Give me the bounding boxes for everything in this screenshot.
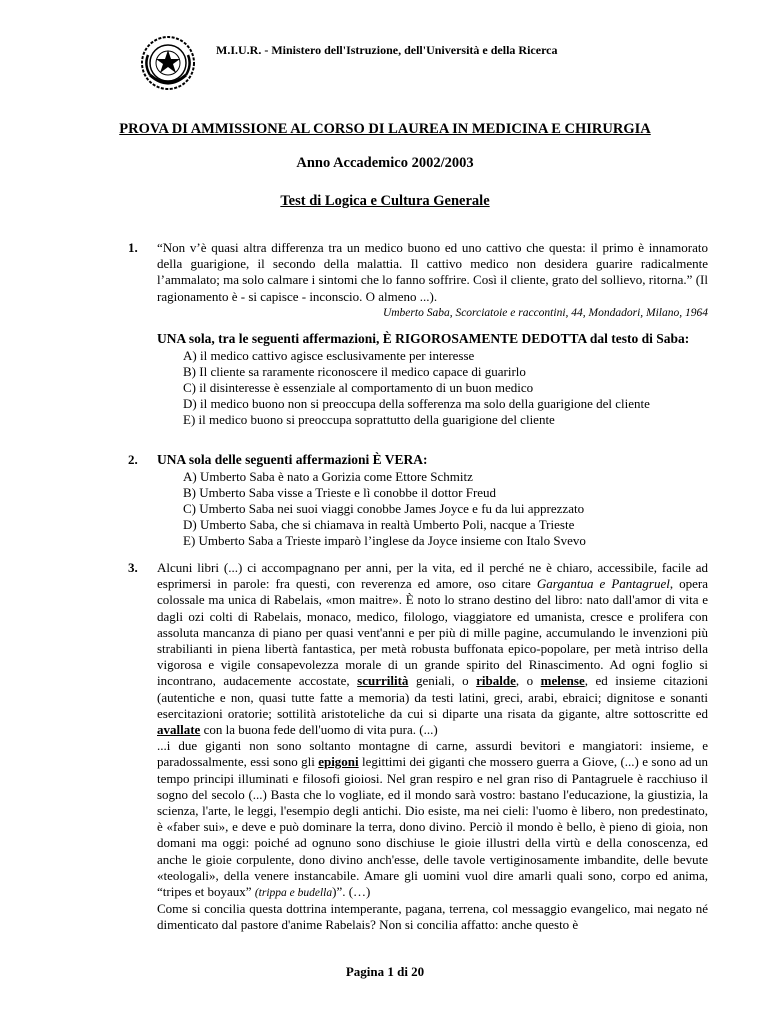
- ministry-name: M.I.U.R. - Ministero dell'Istruzione, dell'Università e della Ricerca: [216, 43, 558, 57]
- answer-option-b[interactable]: B) Umberto Saba visse a Trieste e lì conobbe il dottor Freud: [183, 484, 497, 500]
- question-quote: “Non v’è quasi altra differenza tra un medico buono ed uno cattivo che questa: il primo è innamorato della guarigione, il secondo della malattia. Il cattivo medico non desidera guarire radicalmente l’ammalato; ma solo calmare i sintomi che lo fanno soffrire. Così il cliente, grato del sollievo, ritorna.” (Il ragionamento è - si capisce - inconscio. O almeno ...).: [157, 240, 708, 304]
- answer-option-d[interactable]: D) il medico buono non si preoccupa della sofferenza ma solo della guarigione del cliente: [183, 396, 650, 412]
- answer-options: [157, 469, 708, 550]
- question-number: 3.: [128, 560, 138, 575]
- question-number: 1.: [128, 240, 138, 255]
- question-passage: [157, 560, 708, 934]
- answer-option-d[interactable]: D) Umberto Saba, che si chiamava in realtà Umberto Poli, nacque a Trieste: [183, 517, 575, 533]
- passage-paragraph-2: ...i due giganti non sono soltanto montagne di carne, assurdi bevitori e mangiatori: insieme, e paradossalmente, essi sono gli epigoni legittimi dei giganti che mossero guerra a Giove, (...) e sono ad un tempo principi illuminati e filosofi gioiosi. Nel gran respiro e nel gran riso di Pantagruele è racchiuso il sogno del secolo (...) Basta che lo vogliate, ed il mondo sarà vostro: bastano l'educazione, la giustizia, la scienza, l'arte, le leggi, l'esempio degli antichi. Dio esiste, ma nei cieli: l'uomo è libero, non predestinato, è «faber sui», e deve e può dominare la terra, dono divino. Perciò il mondo è bello, è pieno di gioia, non domani ma oggi: poiché ad ognuno sono dischiuse le gioie illustri della virtù e della conoscenza, ed anche le gioie corpulente, dono divino anch'esse, delle tavole vertiginosamente imbandite, delle bevute «teologali», della venere instancabile. Amare gli uomini vuol dire amarli quali sono, corpo ed anima, “tripes et boyaux” (trippa e budella)”. (…): [157, 738, 708, 900]
- answer-option-c[interactable]: C) il disinteresse è essenziale al comportamento di un buon medico: [183, 379, 534, 395]
- answer-option-a[interactable]: A) Umberto Saba è nato a Gorizia come Ettore Schmitz: [183, 468, 473, 484]
- underlined-word: scurrilità: [357, 673, 409, 689]
- answer-options: [157, 348, 708, 429]
- answer-option-b[interactable]: B) Il cliente sa raramente riconoscere il medico capace di guarirlo: [183, 363, 526, 379]
- question-stem: UNA sola, tra le seguenti affermazioni, È RIGOROSAMENTE DEDOTTA dal testo di Saba:: [157, 331, 690, 347]
- question-stem: UNA sola delle seguenti affermazioni È VERA:: [157, 452, 428, 467]
- answer-option-e[interactable]: E) Umberto Saba a Trieste imparò l’inglese da Joyce insieme con Italo Svevo: [183, 533, 586, 549]
- underlined-word: avallate: [157, 722, 201, 738]
- gloss-text: (trippa e budella: [254, 887, 333, 900]
- italian-republic-emblem-icon: [140, 35, 196, 91]
- answer-option-e[interactable]: E) il medico buono si preoccupa soprattutto della guarigione del cliente: [183, 412, 555, 428]
- answer-option-a[interactable]: A) il medico cattivo agisce esclusivamente per interesse: [183, 347, 475, 363]
- book-title: Gargantua e Pantagruel: [536, 576, 670, 592]
- quote-source: Umberto Saba, Scorciatoie e raccontini, 44, Mondadori, Milano, 1964: [382, 306, 708, 319]
- test-title: Test di Logica e Cultura Generale: [280, 193, 490, 209]
- question-number: 2.: [128, 452, 138, 467]
- page-header: [140, 35, 660, 95]
- page-number: Pagina 1 di 20: [345, 964, 425, 979]
- underlined-word: melense: [540, 673, 585, 689]
- academic-year: Anno Accademico 2002/2003: [296, 155, 474, 171]
- exam-title: PROVA DI AMMISSIONE AL CORSO DI LAUREA IN MEDICINA E CHIRURGIA: [119, 121, 651, 137]
- passage-paragraph-1: Alcuni libri (...) ci accompagnano per anni, per la vita, ed il perché ne è chiaro, accessibile, facile ad esprimersi in parole: fra questi, con reverenza ed amore, oso citare Gargantua e Pantagruel, opera colossale ma unica di Rabelais, «mon maitre». È noto lo strano destino del libro: nato dall'amor di vita e dagli ozi colti di Rabelais, monaco, medico, filologo, viaggiatore ed umanista, cresce e prolifera con assoluta mancanza di piano per quasi vent'anni e per più di mille pagine, accumulando le invenzioni più strabilianti in piena libertà fantastica, per metà robusta buffonata epico-popolare, per metà intriso della vigorosa e vigile consapevolezza morale di un grande spirito del Rinascimento. Ad ogni foglio si incontrano, audacemente accostate, scurrilità geniali, o ribalde, o melense, ed insieme citazioni (autentiche e non, quasi tutte fatte a memoria) da testi latini, greci, arabi, ebraici; dignitose e sonanti esercitazioni oratorie; sottilità aristoteliche da cui si diparte una risata da gigante, altre sottoscritte ed avallate con la buona fede dell'uomo di vita pura. (...): [157, 560, 709, 738]
- answer-option-c[interactable]: C) Umberto Saba nei suoi viaggi conobbe James Joyce e fu da lui apprezzato: [183, 500, 585, 516]
- underlined-word: epigoni: [318, 754, 359, 770]
- passage-paragraph-3: Come si concilia questa dottrina intemperante, pagana, terrena, col messaggio evangelico, mai negato né dimenticato dal pastore d'anime Rabelais? Non si concilia affatto: anche questo è: [157, 901, 708, 933]
- underlined-word: ribalde: [476, 673, 516, 689]
